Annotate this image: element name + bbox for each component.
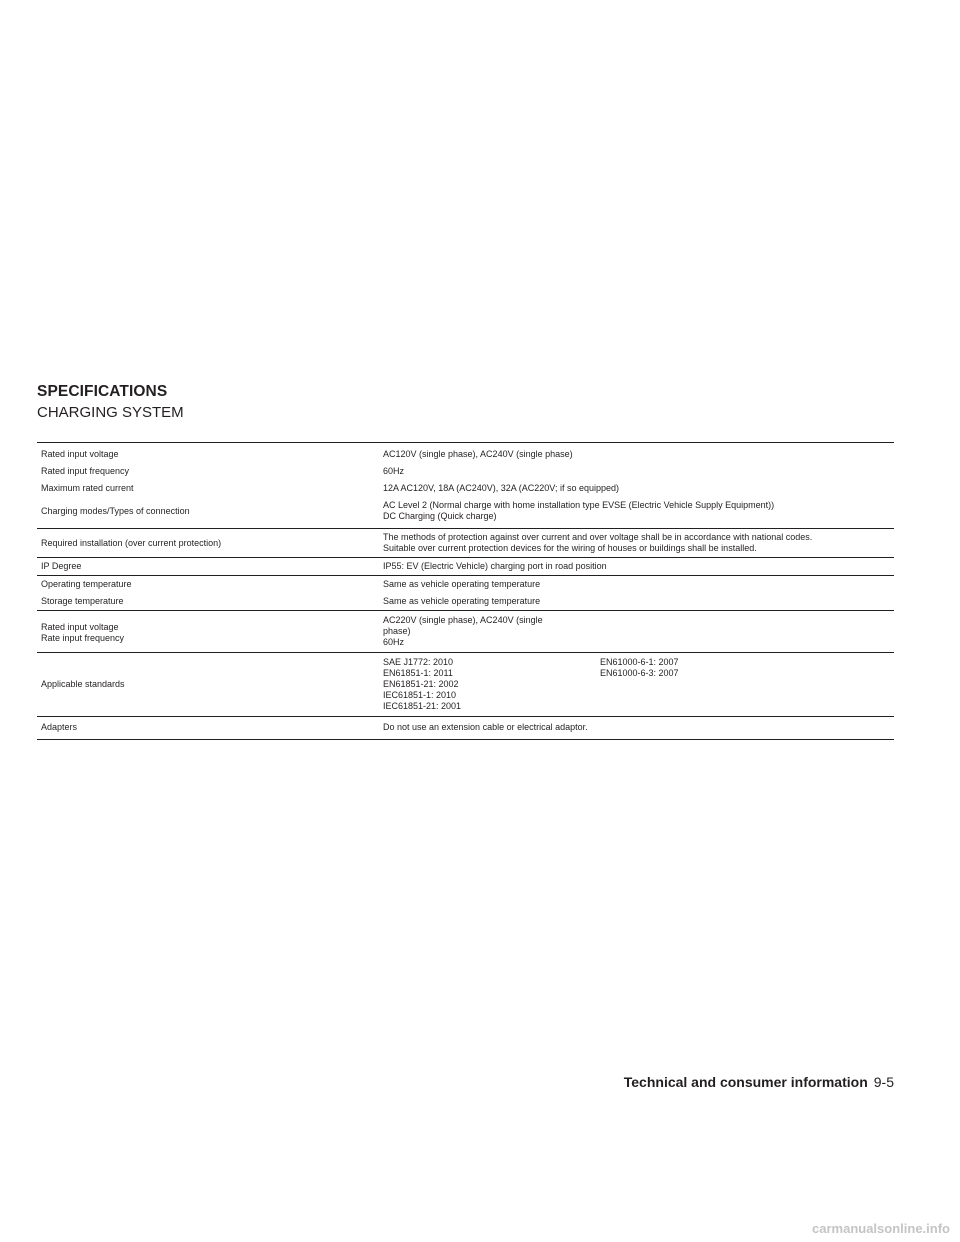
section-heading: SPECIFICATIONS [37, 383, 168, 400]
spec-value: IP55: EV (Electric Vehicle) charging port in road position [383, 561, 607, 571]
subsection-heading: CHARGING SYSTEM [37, 404, 184, 421]
spec-row-operating-temperature [37, 576, 894, 593]
spec-label: Rated input voltage Rate input frequency [41, 622, 125, 643]
spec-label: Charging modes/Types of connection [41, 505, 190, 516]
spec-label: Operating temperature [41, 579, 132, 589]
spec-row-maximum-rated-current [37, 480, 894, 497]
watermark: carmanualsonline.info [812, 1221, 950, 1236]
spec-group-temperature [37, 576, 894, 611]
spec-group-adapters [37, 717, 894, 740]
spec-label: Maximum rated current [41, 483, 134, 493]
spec-row-rated-input-frequency [37, 463, 894, 480]
spec-value: AC220V (single phase), AC240V (single phase) 60Hz [383, 615, 543, 647]
spec-value [383, 657, 894, 712]
spec-row-adapters [37, 717, 894, 739]
page-number: 9-5 [873, 1074, 894, 1090]
spec-row-rated-input-voltage-frequency [37, 611, 894, 652]
standards-list-primary: SAE J1772: 2010 EN61851-1: 2011 EN61851-21: 2002 IEC61851-1: 2010 IEC61851-21: 2001 [383, 657, 462, 711]
spec-value: AC120V (single phase), AC240V (single phase) [383, 449, 573, 459]
spec-row-required-installation [37, 529, 894, 557]
spec-value: AC Level 2 (Normal charge with home installation type EVSE (Electric Vehicle Supply Equipment)) DC Charging (Quick charge) [383, 500, 775, 521]
spec-group-rated-input [37, 611, 894, 653]
spec-label: Adapters [41, 722, 78, 732]
spec-value: Same as vehicle operating temperature [383, 596, 541, 606]
spec-value: 12A AC120V, 18A (AC240V), 32A (AC220V; if so equipped) [383, 483, 619, 493]
spec-label: Applicable standards [41, 679, 125, 689]
footer-section-title: Technical and consumer information [623, 1074, 868, 1090]
spec-label: IP Degree [41, 561, 82, 571]
specifications-table [37, 442, 894, 740]
page-footer [624, 1074, 894, 1090]
spec-label: Required installation (over current protection) [41, 537, 222, 548]
spec-group-ip-degree [37, 558, 894, 576]
spec-value: The methods of protection against over current and over voltage shall be in accordance with national codes. Suitable over current protection devices for the wiring of houses or buildings shall be installed. [383, 532, 813, 553]
spec-value: 60Hz [383, 466, 405, 476]
spec-label: Storage temperature [41, 596, 124, 606]
spec-group-standards [37, 653, 894, 717]
spec-group-electrical [37, 443, 894, 529]
spec-value: Same as vehicle operating temperature [383, 579, 541, 589]
spec-row-charging-modes [37, 497, 894, 525]
spec-label: Rated input voltage [41, 449, 119, 459]
spec-value: Do not use an extension cable or electrical adaptor. [383, 722, 588, 732]
spec-row-storage-temperature [37, 593, 894, 610]
spec-row-rated-input-voltage [37, 446, 894, 463]
standards-list-secondary: EN61000-6-1: 2007 EN61000-6-3: 2007 [600, 657, 679, 678]
spec-row-ip-degree [37, 558, 894, 575]
spec-row-applicable-standards [37, 653, 894, 716]
spec-group-installation [37, 529, 894, 558]
spec-label: Rated input frequency [41, 466, 130, 476]
